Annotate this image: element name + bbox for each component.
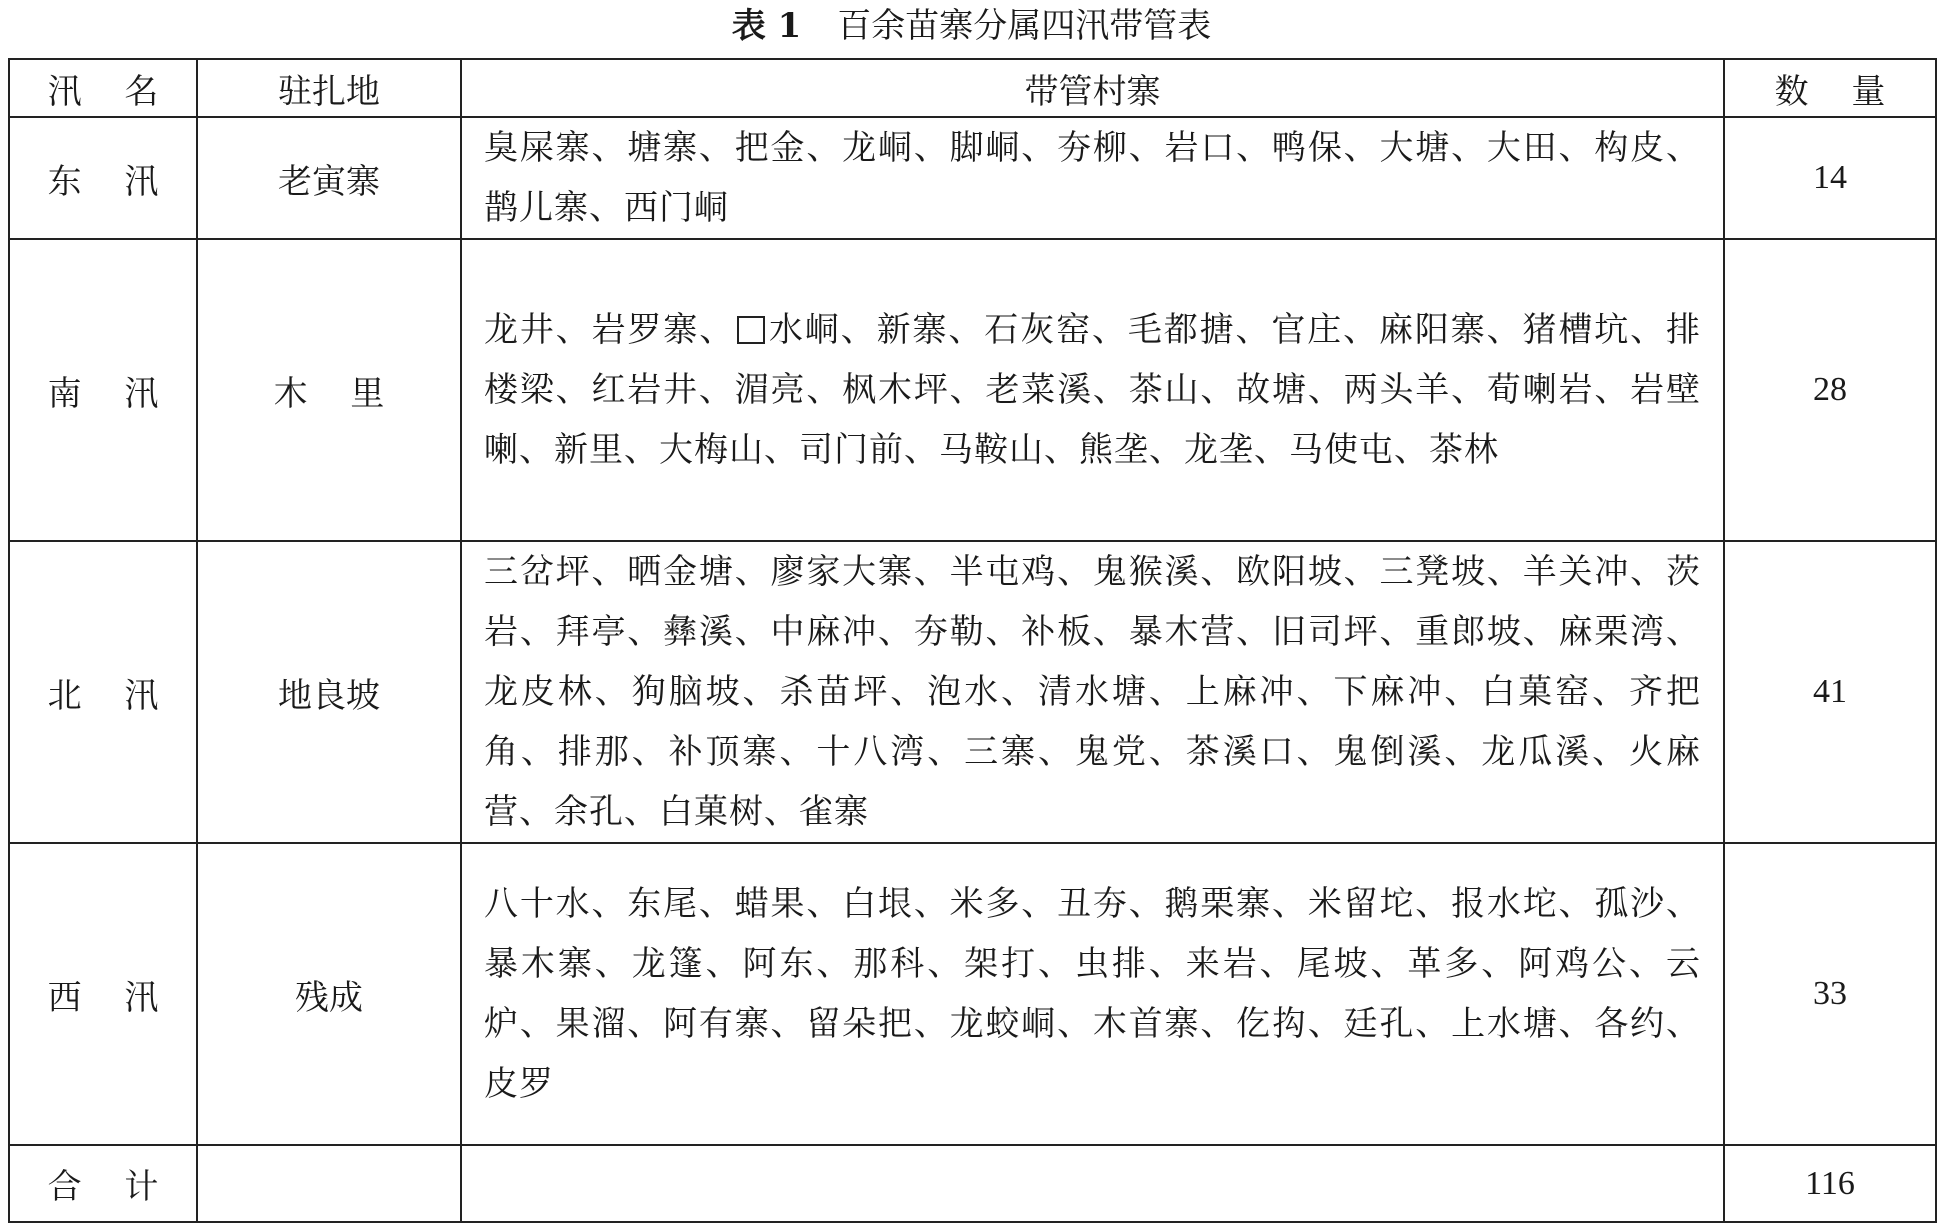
header-villages: 带管村寨 — [461, 59, 1724, 117]
header-xun: 汛 名 — [9, 59, 197, 117]
station-cell: 地良坡 — [197, 541, 461, 843]
villages-text-part: 龙井、岩罗寨、 — [484, 310, 736, 350]
header-count: 数 量 — [1724, 59, 1936, 117]
station-cell: 残成 — [197, 843, 461, 1145]
station-cell: 木 里 — [197, 239, 461, 541]
header-station: 驻扎地 — [197, 59, 461, 117]
missing-character-box-icon — [737, 316, 765, 344]
header-row — [9, 59, 1936, 117]
table-row — [9, 541, 1936, 843]
station-cell: 老寅寨 — [197, 117, 461, 239]
xun-cell: 北 汛 — [9, 541, 197, 843]
count-cell: 33 — [1724, 843, 1936, 1145]
count-cell: 41 — [1724, 541, 1936, 843]
villages-cell: 三岔坪、晒金塘、廖家大寨、半屯鸡、鬼猴溪、欧阳坡、三凳坡、羊关冲、茨岩、拜亭、彝溪、中麻冲、夯勒、补板、暴木营、旧司坪、重郎坡、麻栗湾、龙皮林、狗脑坡、杀苗坪、泡水、清水塘、上麻冲、下麻冲、白菓窑、齐把角、排那、补顶寨、十八湾、三寨、鬼党、茶溪口、鬼倒溪、龙瓜溪、火麻营、余孔、白菓树、雀寨 — [461, 541, 1724, 843]
villages-cell: 臭屎寨、塘寨、把金、龙峒、脚峒、夯柳、岩口、鸭保、大塘、大田、构皮、鹊儿寨、西门峒 — [461, 117, 1724, 239]
xun-table — [8, 58, 1937, 1223]
count-cell: 14 — [1724, 117, 1936, 239]
total-row — [9, 1145, 1936, 1222]
xun-cell: 东 汛 — [9, 117, 197, 239]
caption-title: 百余苗寨分属四汛带管表 — [837, 6, 1212, 46]
total-label: 合 计 — [9, 1145, 197, 1222]
villages-text-part: 水峒、新寨、石灰窑、毛都搪、官庄、麻阳寨、猪槽坑、排楼梁、红岩井、湄亮、枫木坪、老菜溪、茶山、故塘、两头羊、荀喇岩、岩壁喇、新里、大梅山、司门前、马鞍山、熊垄、龙垄、马使屯、茶林 — [484, 310, 1702, 470]
table-row — [9, 239, 1936, 541]
count-cell: 28 — [1724, 239, 1936, 541]
total-villages-cell — [461, 1145, 1724, 1222]
total-station-cell — [197, 1145, 461, 1222]
table-row — [9, 843, 1936, 1145]
xun-cell: 南 汛 — [9, 239, 197, 541]
villages-cell — [461, 239, 1724, 541]
total-count: 116 — [1724, 1145, 1936, 1222]
xun-cell: 西 汛 — [9, 843, 197, 1145]
caption-label: 表 1 — [731, 6, 802, 46]
table-row — [9, 117, 1936, 239]
table-caption — [0, 2, 1943, 50]
villages-cell: 八十水、东尾、蜡果、白垠、米多、丑夯、鹅栗寨、米留坨、报水坨、孤沙、暴木寨、龙篷、阿东、那科、架打、虫排、来岩、尾坡、革多、阿鸡公、云炉、果溜、阿有寨、留朵把、龙蛟峒、木首寨、仡抅、廷孔、上水塘、各约、皮罗 — [461, 843, 1724, 1145]
